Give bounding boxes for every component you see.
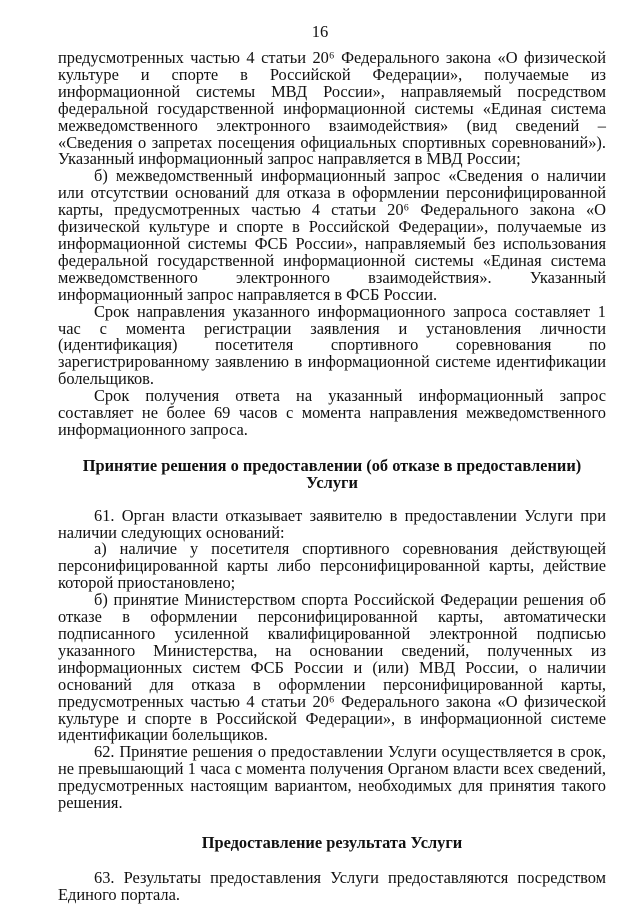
paragraph: 62. Принятие решения о предоставлении Услуги осуществляется в срок, не превышающий 1 часа с момента получения Органом власти всех сведений, предусмотренных настоящим вариантом, необходимых для принятия такого решения. <box>58 742 606 813</box>
paragraph: 61. Орган власти отказывает заявителю в предоставлении Услуги при наличии следующих оснований: <box>58 505 606 542</box>
section-heading: Предоставление результата Услуги <box>201 832 463 852</box>
spacer <box>58 812 606 835</box>
spacer <box>58 439 606 458</box>
document-body <box>58 50 606 904</box>
paragraph: Срок направления указанного информационного запроса составляет 1 час с момента регистрации заявления и установления личности (идентификация) посетителя спортивного соревнования по зарегистрированному заявлению в информационной системе идентификации болельщиков. <box>58 301 606 389</box>
page-number: 16 <box>311 22 329 41</box>
section-heading: Принятие решения о предоставлении (об отказе в предоставлении) Услуги <box>82 455 582 492</box>
paragraph: предусмотренных частью 4 статьи 20⁶ Федерального закона «О физической культуре и спорте в Российской Федерации», получаемые из информационной системы МВД России», направляемый посредством федеральной государственной информационной системы «Единая система межведомственного электронного взаимодействия» (вид сведений – «Сведения о запретах посещения официальных спортивных соревнований»). Указанный информационный запрос направляется в МВД России; <box>58 48 606 169</box>
paragraph: Срок получения ответа на указанный информационный запрос составляет не более 69 часов с момента направления межведомственного информационного запроса. <box>58 386 606 439</box>
paragraph: а) наличие у посетителя спортивного соревнования действующей персонифицированной карты либо персонифицированной карты, действие которой приостановлено; <box>58 539 606 593</box>
paragraph: 63. Результаты предоставления Услуги предоставляются посредством Единого портала. <box>58 867 606 904</box>
paragraph: б) межведомственный информационный запрос «Сведения о наличии или отсутствии оснований для отказа в оформлении персонифицированной карты, предусмотренных частью 4 статьи 20⁶ Федерального закона «О физической культуре и спорте в Российской Федерации», получаемые из информационной системы ФСБ России», направляемый без использования федеральной государственной информационной системы «Единая система межведомственного электронного взаимодействия». Указанный информационный запрос направляется в ФСБ России. <box>58 166 606 304</box>
paragraph: б) принятие Министерством спорта Российской Федерации решения об отказе в оформлении персонифицированной карты, автоматически подписанного усиленной квалифицированной электронной подписью указанного Министерства, на основании сведений, полученных из информационных систем ФСБ России и (или) МВД России, о наличии оснований для отказа в оформлении персонифицированной карты, предусмотренных частью 4 статьи 20⁶ Федерального закона «О физической культуре и спорте в Российской Федерации», в информационной системе идентификации болельщиков. <box>58 590 606 745</box>
